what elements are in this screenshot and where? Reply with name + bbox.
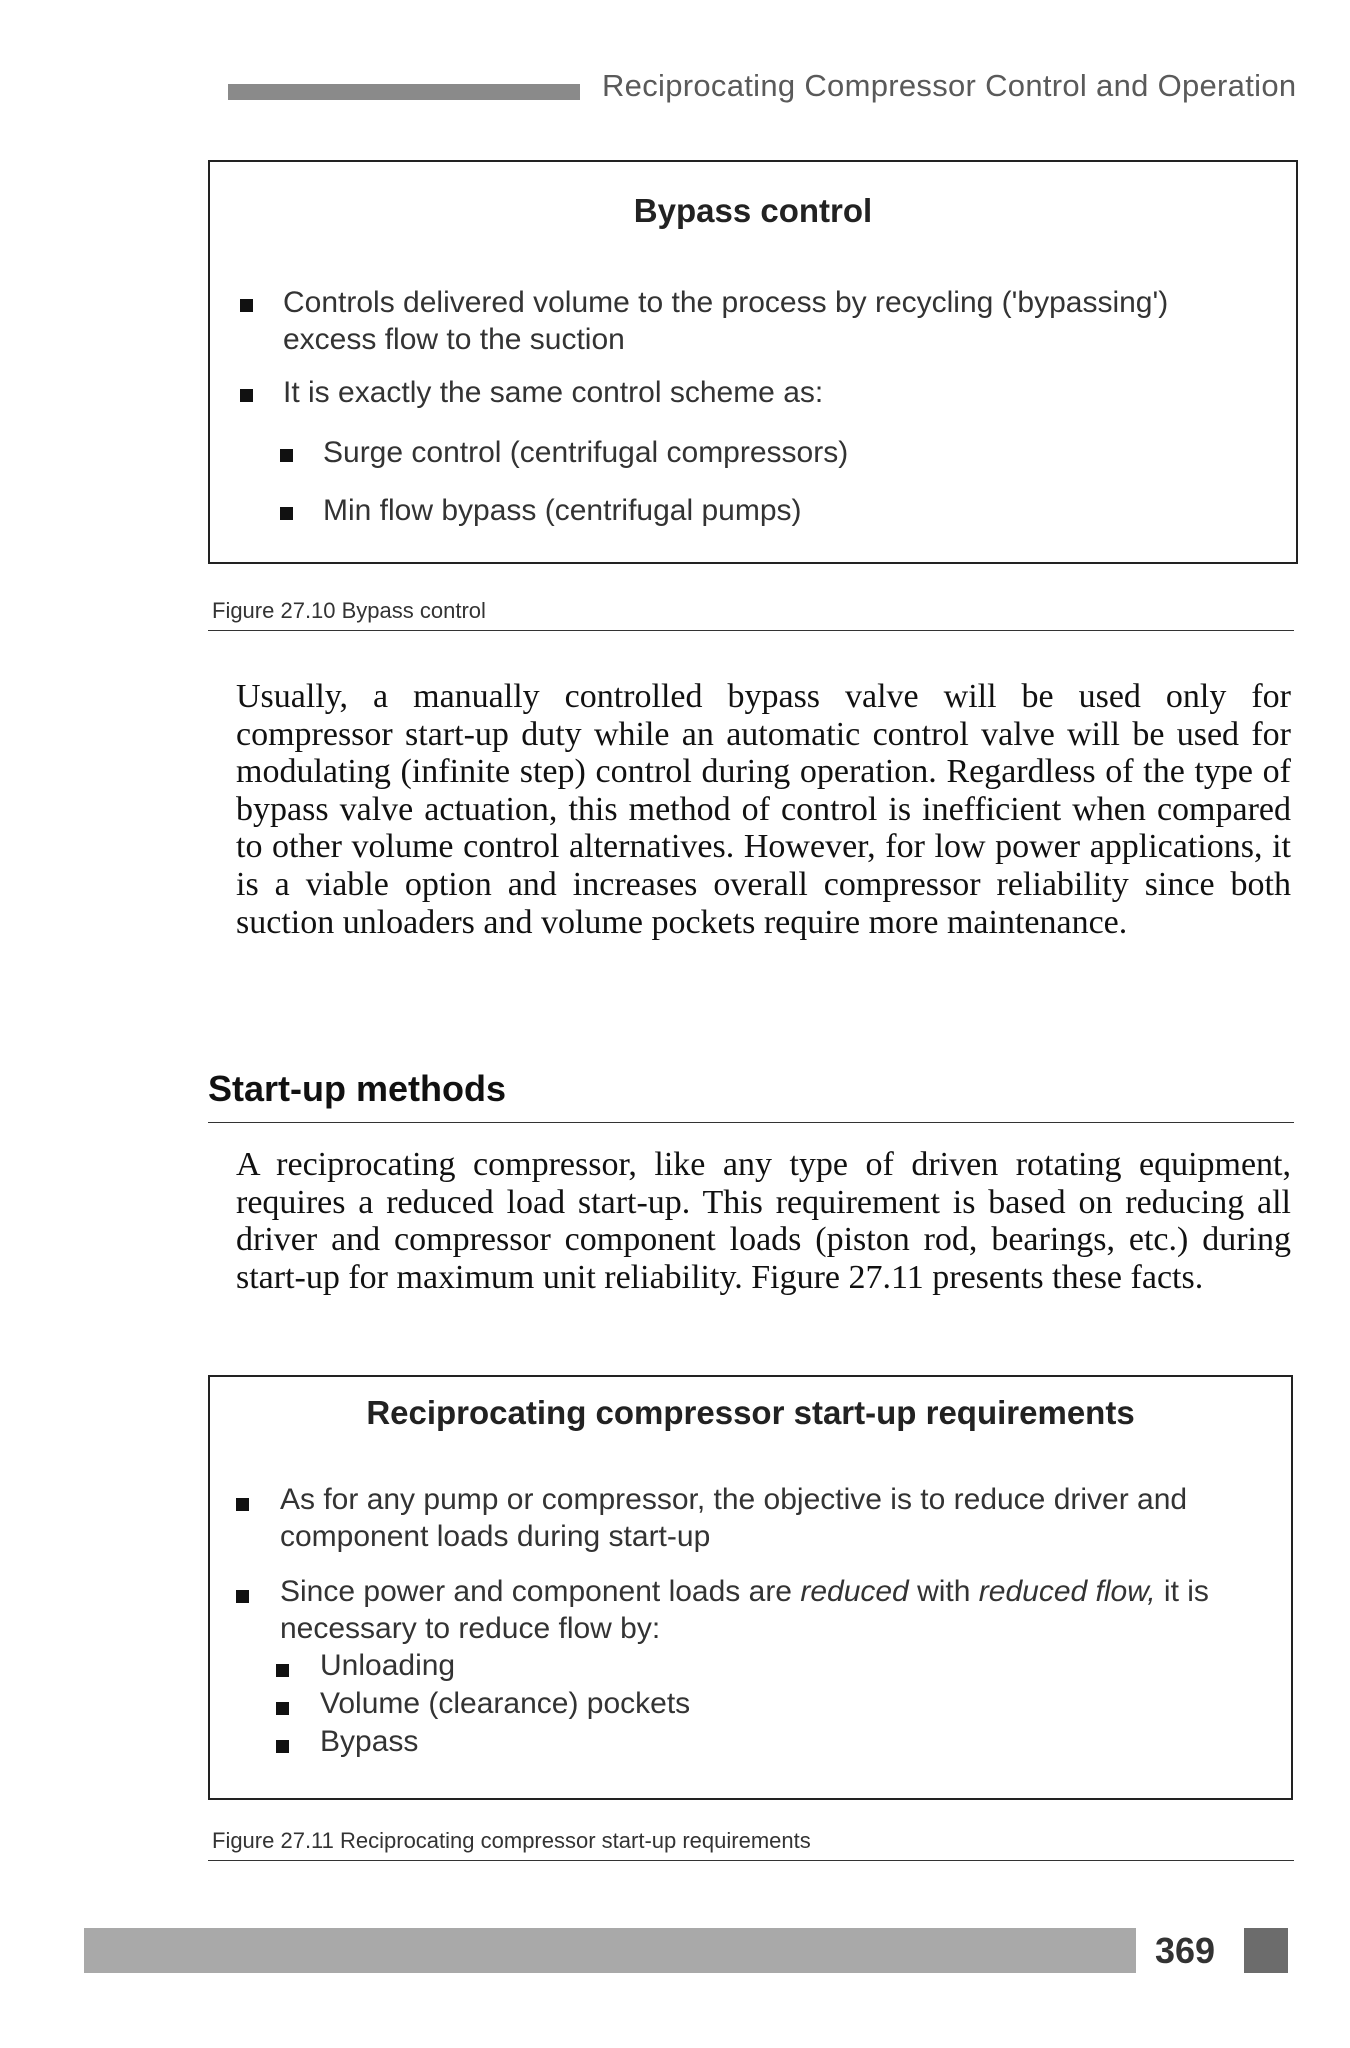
body-paragraph: Usually, a manually controlled bypass valve will be used only for compressor start-up duty while an automatic control valve will be used for modulating (infinite step) control during operation. Regardless of the type of bypass valve actuation, this method of control is inefficient when compared to other volume control alternatives. However, for low power applications, it is a viable option and increases overall compressor reliability since both suction unloaders and volume pockets require more maintenance. bbox=[236, 678, 1291, 941]
bullet-square-icon bbox=[236, 1590, 249, 1603]
sub-bullet-square-icon bbox=[280, 449, 293, 462]
figure-27-10-title: Bypass control bbox=[633, 192, 873, 229]
bullet-square-icon bbox=[240, 389, 253, 402]
bullet-square-icon bbox=[240, 299, 253, 312]
figure-27-10-sub-bullet-1: Surge control (centrifugal compressors) bbox=[323, 436, 849, 469]
figure-27-10-bullet-1: Controls delivered volume to the process by recycling ('bypassing') excess flow to the suction bbox=[283, 286, 1169, 356]
bullet-2-emphasis-2: reduced flow, bbox=[978, 1575, 1156, 1608]
caption-rule bbox=[208, 630, 1294, 631]
sub-bullet-square-icon bbox=[280, 507, 293, 520]
sub-bullet-square-icon bbox=[276, 1740, 289, 1753]
bullet-2-text-2: with bbox=[908, 1575, 979, 1608]
figure-27-11-caption: Figure 27.11 Reciprocating compressor start-up requirements bbox=[212, 1828, 811, 1853]
figure-27-10-sub-bullet-2: Min flow bypass (centrifugal pumps) bbox=[323, 494, 802, 527]
section-heading: Start-up methods bbox=[208, 1068, 507, 1109]
figure-27-11-sub-bullet-1: Unloading bbox=[320, 1649, 456, 1682]
figure-27-11-bullet-2 bbox=[280, 1573, 1240, 1647]
figure-27-10-bullet-2: It is exactly the same control scheme as: bbox=[283, 376, 824, 409]
header-decor-bar bbox=[228, 84, 580, 100]
page-number: 369 bbox=[1154, 1930, 1216, 1971]
running-header-title: Reciprocating Compressor Control and Operation bbox=[602, 68, 1297, 103]
bullet-2-text-1: Since power and component loads are bbox=[280, 1575, 801, 1608]
sub-bullet-square-icon bbox=[276, 1664, 289, 1677]
bullet-square-icon bbox=[236, 1498, 249, 1511]
sub-bullet-square-icon bbox=[276, 1702, 289, 1715]
caption-rule bbox=[208, 1860, 1294, 1861]
figure-27-11-sub-bullet-3: Bypass bbox=[320, 1725, 419, 1758]
figure-27-11-bullet-1: As for any pump or compressor, the objective is to reduce driver and component loads during start-up bbox=[280, 1483, 1188, 1553]
figure-27-11-title: Reciprocating compressor start-up requirements bbox=[366, 1394, 1135, 1431]
bullet-2-text-3: it is necessary to reduce flow by: bbox=[280, 1575, 1209, 1645]
section-rule bbox=[208, 1122, 1294, 1123]
footer-decor-square bbox=[1244, 1928, 1288, 1973]
bullet-2-emphasis-1: reduced bbox=[800, 1575, 909, 1608]
figure-27-11-sub-bullet-2: Volume (clearance) pockets bbox=[320, 1687, 691, 1720]
figure-27-10-caption: Figure 27.10 Bypass control bbox=[212, 598, 486, 623]
section-paragraph: A reciprocating compressor, like any type of driven rotating equipment, requires a reduced load start-up. This requirement is based on reducing all driver and compressor component loads (piston rod, bearings, etc.) during start-up for maximum unit reliability. Figure 27.11 presents these facts. bbox=[236, 1146, 1291, 1296]
footer-decor-bar bbox=[84, 1928, 1136, 1973]
